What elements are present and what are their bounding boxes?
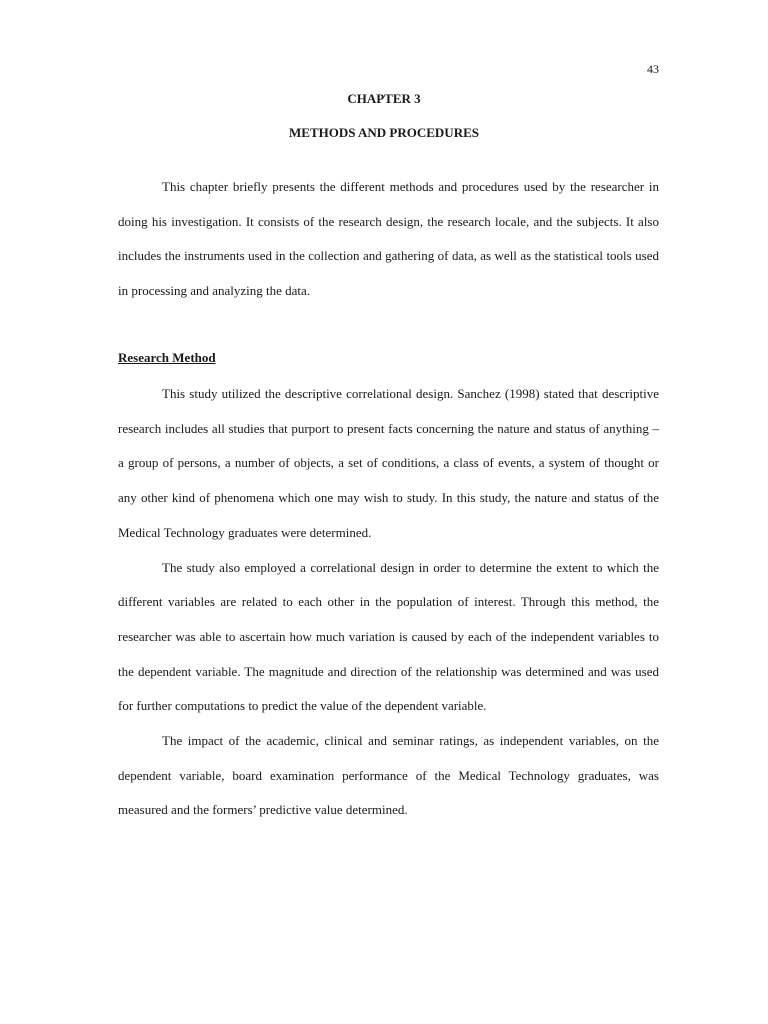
page-number: 43 — [647, 62, 659, 76]
intro-section — [118, 170, 659, 309]
body-paragraph: The study also employed a correlational design in order to determine the extent to which the different variables are related to each other in the population of interest. Through this method, the researcher was able to ascertain how much variation is caused by each of the independent variables to the dependent variable. The magnitude and direction of the relationship was determined and was used for further computations to predict the value of the dependent variable. — [118, 559, 659, 714]
chapter-title: METHODS AND PROCEDURES — [289, 125, 479, 140]
chapter-label: CHAPTER 3 — [347, 91, 421, 106]
section-heading-research-method: Research Method — [118, 350, 216, 365]
body-paragraph: This study utilized the descriptive correlational design. Sanchez (1998) stated that descriptive research includes all studies that purport to present facts concerning the nature and status of anything – a group of persons, a number of objects, a set of conditions, a class of events, a system of thought or any other kind of phenomena which one may wish to study. In this study, the nature and status of the Medical Technology graduates were determined. — [118, 386, 659, 540]
body-paragraph: The impact of the academic, clinical and seminar ratings, as independent variables, on the dependent variable, board examination performance of the Medical Technology graduates, was measured and the formers’ predictive value determined. — [118, 733, 659, 818]
research-method-section — [118, 377, 659, 828]
intro-paragraph: This chapter briefly presents the different methods and procedures used by the researcher in doing his investigation. It consists of the research design, the research locale, and the subjects. It also includes the instruments used in the collection and gathering of data, as well as the statistical tools used in processing and analyzing the data. — [118, 179, 659, 299]
